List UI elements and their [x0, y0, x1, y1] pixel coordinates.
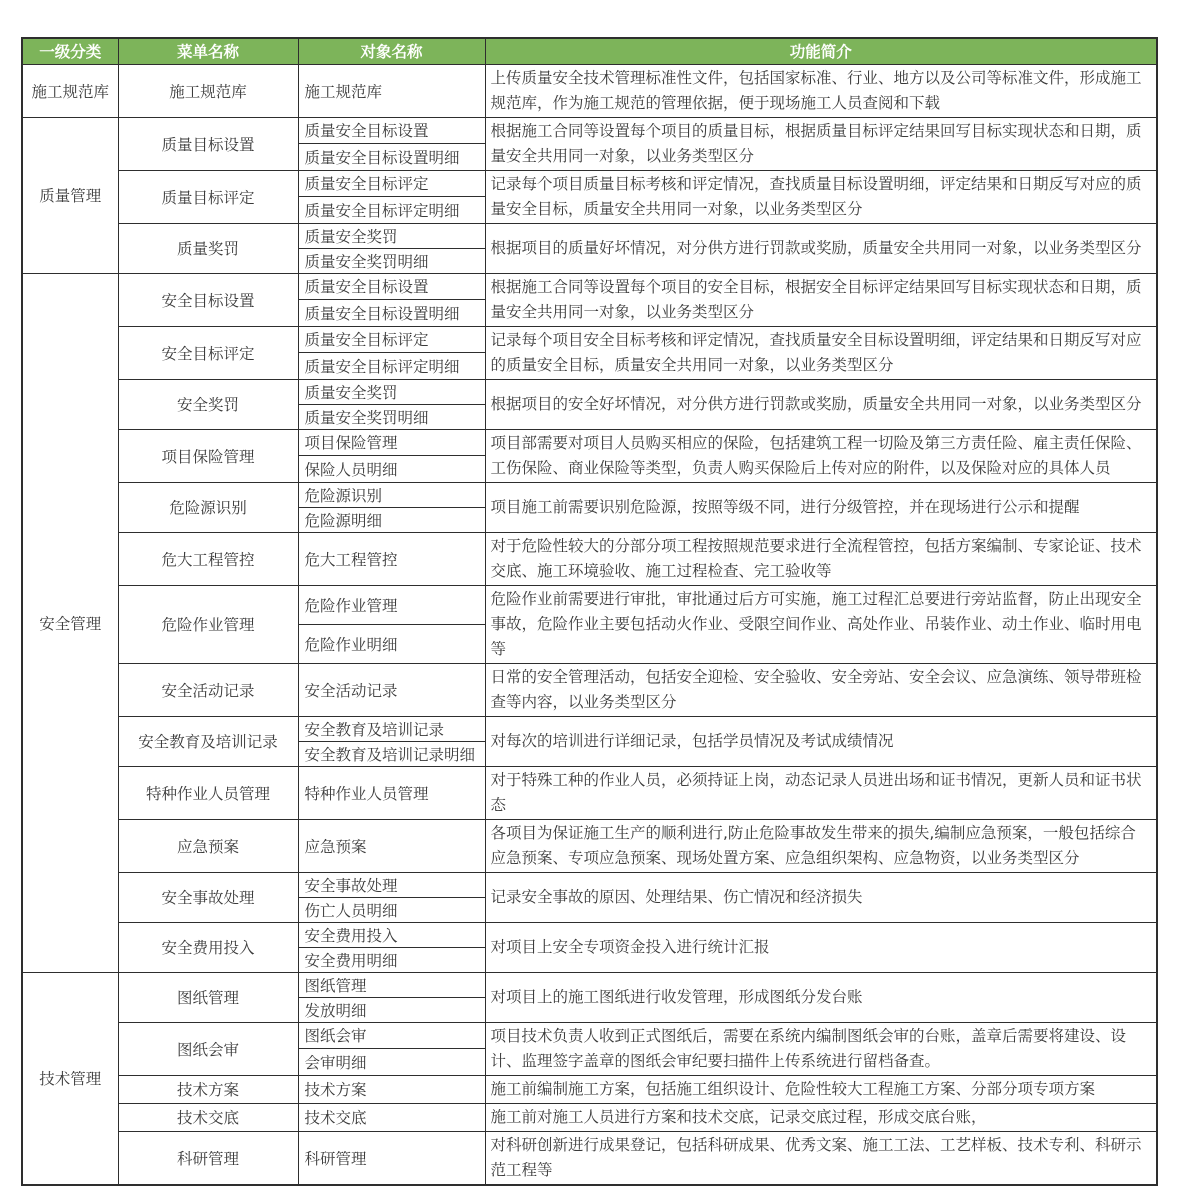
object-cell: 安全教育及培训记录 — [298, 716, 485, 741]
object-cell: 质量安全目标评定 — [298, 170, 485, 197]
desc-cell: 记录每个项目安全目标考核和评定情况，查找质量安全目标设置明细，评定结果和日期反写对应的质量安全目标，质量安全共用同一对象，以业务类型区分 — [485, 326, 1157, 379]
menu-cell: 图纸管理 — [118, 972, 298, 1022]
object-cell: 质量安全目标评定 — [298, 326, 485, 353]
table-row — [22, 1075, 1157, 1103]
table-row — [22, 64, 1157, 117]
desc-cell: 日常的安全管理活动，包括安全迎检、安全验收、安全旁站、安全会议、应急演练、领导带班检查等内容，以业务类型区分 — [485, 663, 1157, 716]
desc-cell: 根据施工合同等设置每个项目的质量目标，根据质量目标评定结果回写目标实现状态和日期，质量安全共用同一对象，以业务类型区分 — [485, 117, 1157, 170]
object-cell: 质量安全目标设置明细 — [298, 144, 485, 171]
object-cell: 质量安全目标设置 — [298, 273, 485, 300]
table-row — [22, 117, 1157, 144]
category-cell: 施工规范库 — [22, 64, 118, 117]
menu-cell: 图纸会审 — [118, 1022, 298, 1075]
desc-cell: 对于特殊工种的作业人员，必须持证上岗，动态记录人员进出场和证书情况，更新人员和证书状态 — [485, 766, 1157, 819]
desc-cell: 对科研创新进行成果登记，包括科研成果、优秀文案、施工工法、工艺样板、技术专利、科研示范工程等 — [485, 1131, 1157, 1185]
object-cell: 保险人员明细 — [298, 456, 485, 483]
table-row — [22, 922, 1157, 947]
object-cell: 质量安全目标评定明细 — [298, 197, 485, 224]
object-cell: 图纸管理 — [298, 972, 485, 997]
menu-cell: 质量奖罚 — [118, 223, 298, 273]
header-cell-desc: 功能简介 — [485, 38, 1157, 64]
desc-cell: 对每次的培训进行详细记录，包括学员情况及考试成绩情况 — [485, 716, 1157, 766]
object-cell: 安全活动记录 — [298, 663, 485, 716]
object-cell: 会审明细 — [298, 1049, 485, 1076]
object-cell: 危险作业管理 — [298, 585, 485, 624]
desc-cell: 对于危险性较大的分部分项工程按照规范要求进行全流程管控，包括方案编制、专家论证、技术交底、施工环境验收、施工过程检查、完工验收等 — [485, 532, 1157, 585]
object-cell: 安全费用投入 — [298, 922, 485, 947]
header-cell-menu: 菜单名称 — [118, 38, 298, 64]
table-row — [22, 585, 1157, 624]
object-cell: 图纸会审 — [298, 1022, 485, 1049]
table-row — [22, 482, 1157, 507]
menu-cell: 安全费用投入 — [118, 922, 298, 972]
table-row — [22, 872, 1157, 897]
object-cell: 技术方案 — [298, 1075, 485, 1103]
desc-cell: 根据项目的安全好坏情况，对分供方进行罚款或奖励，质量安全共用同一对象，以业务类型区分 — [485, 379, 1157, 429]
menu-cell: 项目保险管理 — [118, 429, 298, 482]
menu-cell: 安全目标设置 — [118, 273, 298, 326]
table-row — [22, 223, 1157, 248]
object-cell: 科研管理 — [298, 1131, 485, 1185]
object-cell: 项目保险管理 — [298, 429, 485, 456]
table-row — [22, 1022, 1157, 1049]
table-row — [22, 972, 1157, 997]
table-row — [22, 663, 1157, 716]
header-row — [22, 38, 1157, 64]
object-cell: 特种作业人员管理 — [298, 766, 485, 819]
table-row — [22, 1103, 1157, 1131]
menu-cell: 安全活动记录 — [118, 663, 298, 716]
object-cell: 质量安全奖罚明细 — [298, 404, 485, 429]
menu-cell: 危险源识别 — [118, 482, 298, 532]
header-cell-object: 对象名称 — [298, 38, 485, 64]
menu-cell: 质量目标评定 — [118, 170, 298, 223]
table-row — [22, 170, 1157, 197]
menu-cell: 应急预案 — [118, 819, 298, 872]
object-cell: 质量安全奖罚 — [298, 223, 485, 248]
table-header — [22, 38, 1157, 64]
desc-cell: 根据项目的质量好坏情况，对分供方进行罚款或奖励，质量安全共用同一对象，以业务类型区分 — [485, 223, 1157, 273]
table-row — [22, 716, 1157, 741]
desc-cell: 项目施工前需要识别危险源，按照等级不同，进行分级管控，并在现场进行公示和提醒 — [485, 482, 1157, 532]
object-cell: 质量安全奖罚 — [298, 379, 485, 404]
object-cell: 发放明细 — [298, 997, 485, 1022]
object-cell: 危险作业明细 — [298, 624, 485, 663]
category-cell: 技术管理 — [22, 972, 118, 1185]
menu-cell: 技术方案 — [118, 1075, 298, 1103]
menu-cell: 安全事故处理 — [118, 872, 298, 922]
desc-cell: 对项目上的施工图纸进行收发管理，形成图纸分发台账 — [485, 972, 1157, 1022]
desc-cell: 危险作业前需要进行审批，审批通过后方可实施，施工过程汇总要进行旁站监督，防止出现安全事故，危险作业主要包括动火作业、受限空间作业、高处作业、吊装作业、动土作业、临时用电等 — [485, 585, 1157, 663]
object-cell: 安全费用明细 — [298, 947, 485, 972]
object-cell: 技术交底 — [298, 1103, 485, 1131]
desc-cell: 上传质量安全技术管理标准性文件，包括国家标准、行业、地方以及公司等标准文件，形成施工规范库，作为施工规范的管理依据，便于现场施工人员查阅和下载 — [485, 64, 1157, 117]
menu-cell: 危险作业管理 — [118, 585, 298, 663]
table-row — [22, 326, 1157, 353]
menu-cell: 科研管理 — [118, 1131, 298, 1185]
function-overview-table-container — [21, 37, 1157, 1186]
table-row — [22, 819, 1157, 872]
menu-cell: 特种作业人员管理 — [118, 766, 298, 819]
function-overview-table — [21, 37, 1158, 1186]
table-row — [22, 1131, 1157, 1185]
menu-cell: 危大工程管控 — [118, 532, 298, 585]
desc-cell: 对项目上安全专项资金投入进行统计汇报 — [485, 922, 1157, 972]
menu-cell: 质量目标设置 — [118, 117, 298, 170]
table-row — [22, 379, 1157, 404]
desc-cell: 项目部需要对项目人员购买相应的保险，包括建筑工程一切险及第三方责任险、雇主责任保险、工伤保险、商业保险等类型，负责人购买保险后上传对应的附件，以及保险对应的具体人员 — [485, 429, 1157, 482]
category-cell: 安全管理 — [22, 273, 118, 972]
object-cell: 质量安全目标设置 — [298, 117, 485, 144]
object-cell: 应急预案 — [298, 819, 485, 872]
table-row — [22, 532, 1157, 585]
object-cell: 质量安全奖罚明细 — [298, 248, 485, 273]
desc-cell: 记录每个项目质量目标考核和评定情况，查找质量目标设置明细，评定结果和日期反写对应的质量安全目标，质量安全共用同一对象，以业务类型区分 — [485, 170, 1157, 223]
desc-cell: 各项目为保证施工生产的顺利进行,防止危险事故发生带来的损失,编制应急预案，一般包括综合应急预案、专项应急预案、现场处置方案、应急组织架构、应急物资，以业务类型区分 — [485, 819, 1157, 872]
object-cell: 质量安全目标设置明细 — [298, 300, 485, 327]
desc-cell: 记录安全事故的原因、处理结果、伤亡情况和经济损失 — [485, 872, 1157, 922]
object-cell: 安全教育及培训记录明细 — [298, 741, 485, 766]
menu-cell: 技术交底 — [118, 1103, 298, 1131]
object-cell: 危险源明细 — [298, 507, 485, 532]
menu-cell: 安全奖罚 — [118, 379, 298, 429]
category-cell: 质量管理 — [22, 117, 118, 273]
table-row — [22, 429, 1157, 456]
desc-cell: 施工前对施工人员进行方案和技术交底，记录交底过程，形成交底台账， — [485, 1103, 1157, 1131]
menu-cell: 施工规范库 — [118, 64, 298, 117]
object-cell: 伤亡人员明细 — [298, 897, 485, 922]
table-row — [22, 766, 1157, 819]
object-cell: 危险源识别 — [298, 482, 485, 507]
menu-cell: 安全目标评定 — [118, 326, 298, 379]
menu-cell: 安全教育及培训记录 — [118, 716, 298, 766]
desc-cell: 项目技术负责人收到正式图纸后，需要在系统内编制图纸会审的台账，盖章后需要将建设、设计、监理签字盖章的图纸会审纪要扫描件上传系统进行留档备查。 — [485, 1022, 1157, 1075]
object-cell: 危大工程管控 — [298, 532, 485, 585]
table-body — [22, 64, 1157, 1185]
object-cell: 安全事故处理 — [298, 872, 485, 897]
object-cell: 质量安全目标评定明细 — [298, 353, 485, 380]
desc-cell: 施工前编制施工方案，包括施工组织设计、危险性较大工程施工方案、分部分项专项方案 — [485, 1075, 1157, 1103]
header-cell-category: 一级分类 — [22, 38, 118, 64]
object-cell: 施工规范库 — [298, 64, 485, 117]
desc-cell: 根据施工合同等设置每个项目的安全目标，根据安全目标评定结果回写目标实现状态和日期，质量安全共用同一对象，以业务类型区分 — [485, 273, 1157, 326]
table-row — [22, 273, 1157, 300]
